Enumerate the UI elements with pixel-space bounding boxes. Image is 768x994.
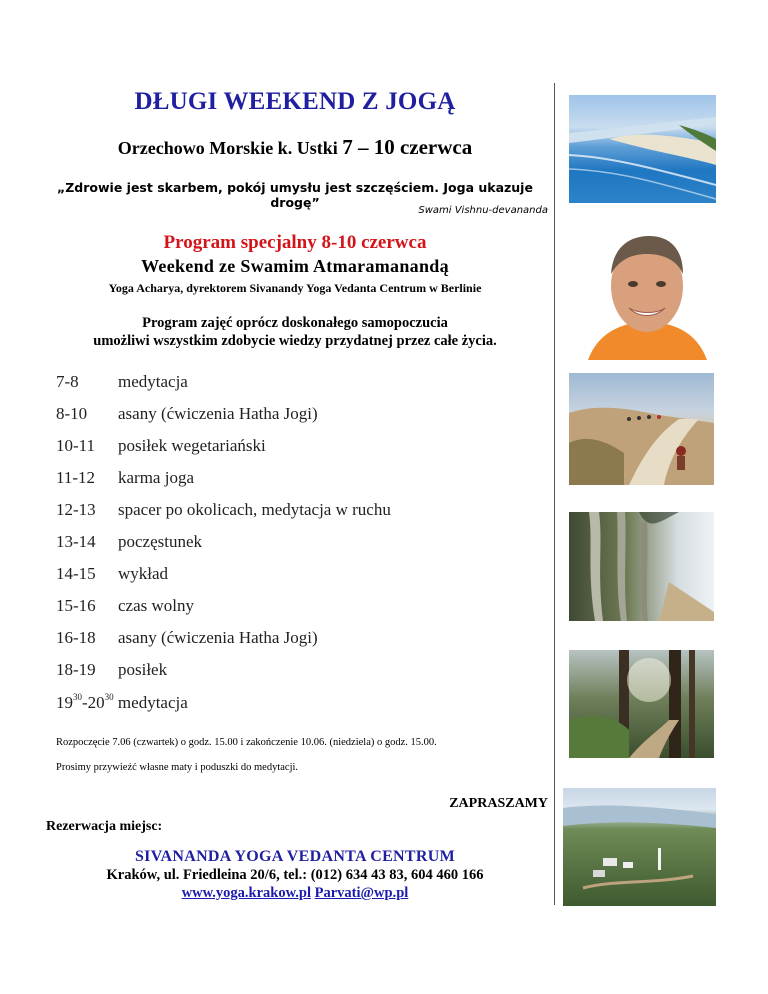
schedule-row [56,596,194,616]
website-link[interactable]: www.yoga.krakow.pl [181,885,312,901]
schedule-activity: posiłek wegetariański [118,436,266,455]
schedule-time: 7-8 [56,372,79,391]
beach-aerial-photo [569,95,716,203]
schedule-row [56,628,318,648]
intro-line-2: umożliwi wszystkim zdobycie wiedzy przydatnej przez całe życia. [93,333,497,349]
schedule-activity: czas wolny [118,596,195,615]
schedule-row-last [56,692,188,713]
resort-aerial-photo [563,788,716,906]
schedule-activity: poczęstunek [118,532,203,551]
schedule-time: 10-11 [56,436,96,455]
schedule-activity: karma joga [118,468,194,487]
teacher-description: Yoga Acharya, dyrektorem Sivanandy Yoga Vedanta Centrum w Berlinie [108,281,482,295]
bring-note: Prosimy przywieźć własne maty i poduszki do medytacji. [56,762,299,773]
forest-path-photo [569,650,714,758]
schedule-activity: asany (ćwiczenia Hatha Jogi) [118,628,318,647]
schedule-row [56,500,391,520]
schedule-activity: posiłek [118,660,168,679]
center-address: Kraków, ul. Friedleina 20/6, tel.: (012) 634 43 83, 604 460 166 [106,867,484,883]
start-end-note: Rozpoczęcie 7.06 (czwartek) o godz. 15.00 i zakończenie 10.06. (niedziela) o godz. 15.00. [56,737,437,748]
schedule-row [56,564,168,584]
quote-author: Swami Vishnu-devananda [418,205,548,216]
schedule-activity: wykład [118,564,169,583]
invite-text: ZAPRASZAMY [449,796,548,811]
schedule-time: 16-18 [56,628,96,647]
schedule-time: 12-13 [56,500,96,519]
contact-links [40,885,550,902]
schedule-row [56,404,318,424]
special-program-heading: Program specjalny 8-10 czerwca [163,232,427,253]
intro-line-1: Program zajęć oprócz doskonałego samopoczucia [142,315,448,331]
dates-text: 7 – 10 czerwca [342,135,473,159]
forest-cliff-photo [569,512,714,621]
schedule-row [56,372,188,392]
reservation-label: Rezerwacja miejsc: [46,819,163,834]
schedule-time: 11-12 [56,468,96,487]
schedule-activity: asany (ćwiczenia Hatha Jogi) [118,404,318,423]
schedule-row [56,532,202,552]
swami-portrait-photo [583,224,712,360]
schedule-activity: spacer po okolicach, medytacja w ruchu [118,500,391,519]
center-name: SIVANANDA YOGA VEDANTA CENTRUM [134,848,455,865]
page-title: DŁUGI WEEKEND Z JOGĄ [134,88,456,115]
schedule-time: 13-14 [56,532,96,551]
dune-walk-photo [569,373,714,485]
end-hour: 20 [87,693,105,712]
schedule-time-last: $19^{30}-20^{30}$ [56,692,114,712]
start-hour: 19 [56,693,73,712]
end-minutes: 30 [104,692,114,702]
email-link[interactable]: Parvati@wp.pl [314,885,409,901]
weekend-heading: Weekend ze Swamim Atmaramanandą [141,256,449,276]
quote: „Zdrowie jest skarbem, pokój umysłu jest szczęściem. Joga ukazuje drogę” [57,180,533,210]
schedule-time: 18-19 [56,660,96,679]
divider-line [554,83,555,905]
schedule-time: 14-15 [56,564,96,583]
schedule-row [56,660,167,680]
schedule-row [56,436,266,456]
schedule-row [56,468,194,488]
location-text: Orzechowo Morskie k. Ustki [117,138,338,158]
location-line [40,135,550,160]
schedule-time: 15-16 [56,596,96,615]
schedule-time: 8-10 [56,404,88,423]
schedule-activity: medytacja [118,372,188,391]
program-intro [30,314,560,350]
start-minutes: 30 [73,692,82,702]
schedule-activity: medytacja [117,693,188,712]
